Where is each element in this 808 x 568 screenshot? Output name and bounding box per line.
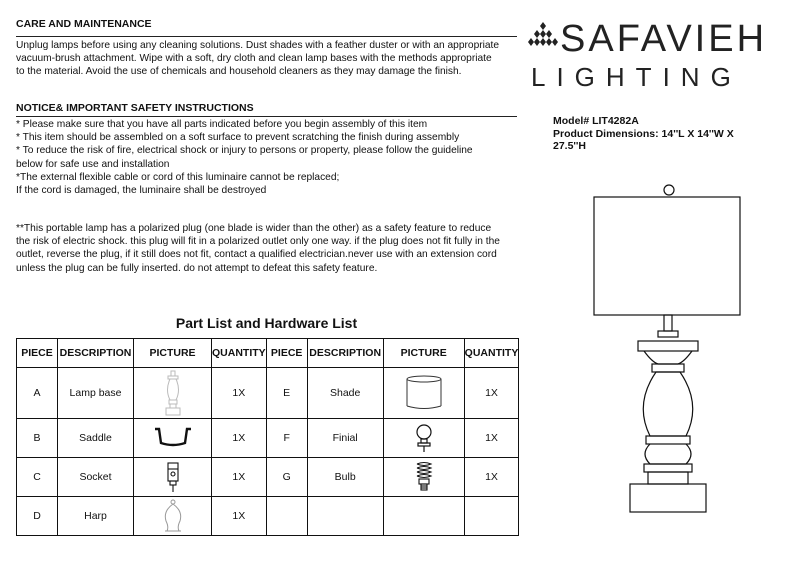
notice-line: * Please make sure that you have all parts indicated before you begin assembly of this item	[16, 119, 428, 130]
care-line: Unplug lamps before using any cleaning solutions. Dust shades with a feather duster or with an appropriate	[16, 40, 500, 51]
description-cell: Socket	[58, 458, 134, 497]
saddle-icon	[151, 425, 195, 451]
notice-text	[16, 118, 526, 197]
lamp-illustration	[592, 184, 742, 514]
quantity-cell: 1X	[464, 419, 519, 458]
product-dimensions: Product Dimensions: 14''L X 14''W X	[553, 127, 734, 140]
polarized-line: the risk of electric shock. this plug will fit in a polarized outlet only one way. if the plug does not fit fully in the	[16, 236, 500, 248]
notice-line: * This item should be assembled on a soft surface to prevent scratching the finish during assembly	[16, 132, 460, 144]
care-text	[16, 39, 526, 79]
model-number: Model# LIT4282A	[553, 115, 639, 127]
piece-cell: C	[17, 458, 58, 497]
description-cell: Shade	[307, 368, 383, 419]
divider	[16, 116, 517, 117]
polarized-line: **This portable lamp has a polarized plug (one blade is wider than the other) as a safety feature to reduce	[16, 223, 492, 234]
polarized-line: unless the plug can be fully inserted. do not attempt to defeat this safety feature.	[16, 262, 378, 274]
description-cell: Finial	[307, 419, 383, 458]
table-row	[17, 458, 519, 497]
quantity-cell: 1X	[464, 458, 519, 497]
polarized-line: outlet, reverse the plug, if it still does not fit, contact a qualified electrician.never use with an extension cord	[16, 249, 497, 261]
column-header: PIECE	[266, 339, 307, 368]
divider	[16, 36, 517, 37]
shade-icon	[404, 375, 444, 411]
product-dimensions-cont: 27.5''H	[553, 140, 587, 152]
table-row	[17, 419, 519, 458]
brand-subtitle: LIGHTING	[531, 62, 742, 92]
notice-line: * To reduce the risk of fire, electrical shock or injury to persons or property, please follow the guideline	[16, 145, 473, 157]
table-row	[17, 368, 519, 419]
column-header: PICTURE	[134, 339, 212, 368]
piece-cell	[266, 497, 307, 536]
product-info	[553, 115, 793, 153]
description-cell: Lamp base	[58, 368, 134, 419]
socket-icon	[165, 461, 181, 493]
picture-cell	[383, 497, 464, 536]
notice-line: *The external flexible cable or cord of this luminaire cannot be replaced;	[16, 171, 340, 183]
brand-logo	[528, 18, 798, 98]
description-cell: Saddle	[58, 419, 134, 458]
quantity-cell	[464, 497, 519, 536]
table-row	[17, 497, 519, 536]
care-line: to the material. Avoid the use of chemicals and household cleaners as they may damage the finish.	[16, 66, 462, 78]
bulb-icon	[413, 461, 435, 493]
column-header: QUANTITY	[212, 339, 267, 368]
quantity-cell: 1X	[212, 368, 267, 419]
description-cell	[307, 497, 383, 536]
description-cell: Harp	[58, 497, 134, 536]
table-header-row	[17, 339, 519, 368]
brand-name: SAFAVIEH	[560, 18, 768, 60]
quantity-cell: 1X	[212, 458, 267, 497]
piece-cell: F	[266, 419, 307, 458]
notice-line: If the cord is damaged, the luminaire shall be destroyed	[16, 185, 267, 197]
picture-cell	[134, 368, 212, 419]
piece-cell: D	[17, 497, 58, 536]
lamp-base-icon	[163, 370, 183, 416]
care-title: CARE AND MAINTENANCE	[16, 18, 152, 30]
column-header: DESCRIPTION	[307, 339, 383, 368]
picture-cell	[134, 458, 212, 497]
parts-table-title: Part List and Hardware List	[175, 315, 358, 331]
piece-cell: G	[266, 458, 307, 497]
chandelier-icon	[528, 22, 558, 62]
notice-title: NOTICE& IMPORTANT SAFETY INSTRUCTIONS	[16, 102, 254, 114]
quantity-cell: 1X	[212, 497, 267, 536]
column-header: PIECE	[17, 339, 58, 368]
description-cell: Bulb	[307, 458, 383, 497]
quantity-cell: 1X	[464, 368, 519, 419]
picture-cell	[383, 458, 464, 497]
finial-icon	[414, 423, 434, 453]
piece-cell: B	[17, 419, 58, 458]
piece-cell: A	[17, 368, 58, 419]
quantity-cell: 1X	[212, 419, 267, 458]
picture-cell	[134, 419, 212, 458]
column-header: DESCRIPTION	[58, 339, 134, 368]
picture-cell	[134, 497, 212, 536]
parts-table	[16, 338, 519, 536]
polarized-text	[16, 222, 526, 275]
picture-cell	[383, 368, 464, 419]
column-header: PICTURE	[383, 339, 464, 368]
harp-icon	[161, 499, 185, 533]
notice-line: below for safe use and installation	[16, 158, 170, 170]
picture-cell	[383, 419, 464, 458]
column-header: QUANTITY	[464, 339, 519, 368]
piece-cell: E	[266, 368, 307, 419]
care-line: vacuum-brush attachment. Wipe with a soft, dry cloth and clean lamp bases with the methods appropriate	[16, 53, 492, 65]
